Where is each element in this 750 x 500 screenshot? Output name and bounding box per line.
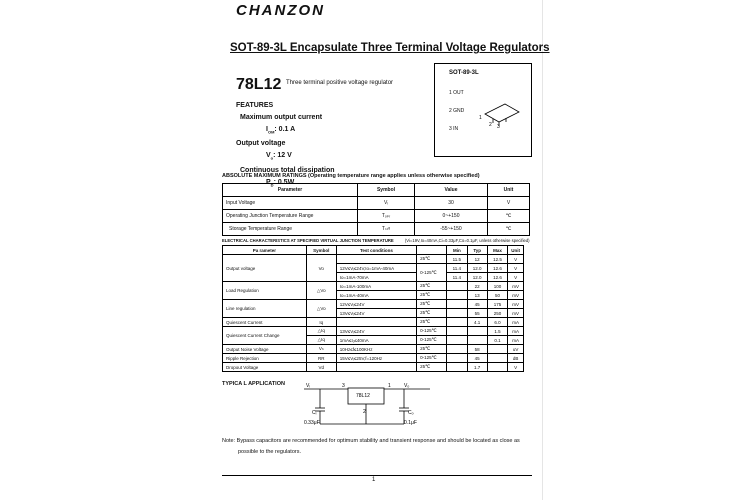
part-description: Three terminal positive voltage regulator <box>286 80 394 86</box>
table-row: 12V≤Vᵢ≤24V,Io=1mA-40mA 0-125℃ 11.4 12.0 12.6 V <box>223 264 524 273</box>
table-row: Operating Junction Temperature Range Tₒₚᵣ 0~+150 ℃ <box>223 210 530 223</box>
note-block <box>222 436 552 458</box>
table-row: Input Voltage Vᵢ 30 V <box>223 197 530 210</box>
feature-line: $V_o$: 12 V <box>266 152 292 161</box>
part-number: 78L12 <box>236 76 282 93</box>
vo-label: Vₒ <box>404 383 410 389</box>
col-header: Value <box>415 184 488 197</box>
features-heading: FEATURES <box>236 102 274 109</box>
feature-line: $I_{OM}$: 0.1 A <box>266 126 296 135</box>
table-row: Quiescent Current Iq 25℃ 4.1 6.0 mA <box>223 318 524 327</box>
pin-label: 1 OUT <box>449 90 464 96</box>
table-row: Io=1mA-70mA 11.4 12.0 12.6 V <box>223 273 524 282</box>
abs-max-heading: ABSOLUTE MAXIMUM RATINGS (Operating temperature range applies unless otherwise specified) <box>222 173 480 179</box>
table-row: Storage Temperature Range Tₛₜᵍ -55~+150 ℃ <box>223 223 530 236</box>
col-header: Parameter <box>223 184 358 197</box>
pin-label: 3 IN <box>449 126 459 132</box>
page-number: 1 <box>372 477 376 483</box>
feature-line: Maximum output current <box>240 114 323 121</box>
table-row: △Iq 1mA≤Iₒ≤40mA 0-125℃ 0.1 mA <box>223 336 524 345</box>
co-value: 0.1μF <box>404 420 417 426</box>
elec-heading: ELECTRICAL CHARACTERISTICS AT SPECIFIED VIRTUAL JUNCTION TEMPERATURE <box>222 238 394 243</box>
pin-number: 1 <box>479 115 482 121</box>
application-heading: TYPICA L APPLICATION <box>222 381 285 387</box>
table-row: Load Regulation △Vo Io=1mA-100mA 25℃ 22 100 mV <box>223 282 524 291</box>
ic-pin2-label: 2 <box>363 409 366 415</box>
ic-pin3-label: 3 <box>342 383 345 389</box>
document-title: SOT-89-3L Encapsulate Three Terminal Voltage Regulators <box>230 42 550 54</box>
elec-heading-conditions: (Vi=19V,Io=40mA,Ci=0.33μF,Co=0.1μF, unless otherwise specified) <box>404 238 530 243</box>
table-row: Output Noise Voltage Vₙ 10Hz≤f≤100KHz 25℃ 58 uV <box>223 345 524 354</box>
abs-max-table <box>222 183 530 236</box>
table-row: Ripple Rejection RR 15V≤Vᵢ≤25V,f=120Hz 0-125℃ 45 dB <box>223 354 524 363</box>
col-header: Unit <box>488 184 530 197</box>
col-header: Symbol <box>358 184 415 197</box>
pin-number: 3 <box>497 124 500 128</box>
footer-rule <box>222 475 532 476</box>
feature-line: $P_D$: 0.5W <box>266 178 295 188</box>
sot89-package-drawing <box>479 100 523 128</box>
feature-line: Continuous total dissipation <box>240 166 335 174</box>
pin-label: 2 GND <box>449 108 465 114</box>
brand-logo: CHANZON <box>236 2 325 19</box>
table-row: Dropout Voltage Vd 25℃ 1.7 V <box>223 363 524 372</box>
table-row: Quiescent Current Change △Iq 13V≤Vᵢ≤24V 0-125℃ 1.5 mA <box>223 327 524 336</box>
elec-heading-line <box>222 238 530 243</box>
co-label: Cₒ <box>408 410 414 416</box>
table-row: 13V≤Vᵢ≤24V 25℃ 55 250 mV <box>223 309 524 318</box>
note-line: Note: Bypass capacitors are recommended for optimum stability and transient response and should be located as close as <box>222 438 520 444</box>
ci-label: Cᵢ <box>312 410 317 416</box>
pin-number: 2 <box>489 122 492 128</box>
table-row: Io=1mA-40mA 25℃ 13 50 mV <box>223 291 524 300</box>
electrical-table: Pa rameter Symbol Test conditions Min Typ Max Unit Output voltage Vo 25℃ 11.5 12 12.5 V 12V≤Vᵢ≤24V,Io=1mA-40mA 0-125℃ 11.4 12.0 12.6 V Io=1mA-70mA 11.4 12.0 12.6 V Load Regulation △Vo Io=1mA-100mA 25℃ 22 100 mV Io=1mA-40mA 25℃ 13 50 mV Line regulation △Vo 12V≤Vᵢ≤24V 25℃ 45 175 mV 13V≤Vᵢ≤24V 25℃ 55 250 mV Quiescent Current Iq 25℃ 4.1 6.0 mA Quiescent Current Change △Iq 13V≤Vᵢ≤24V 0-125℃ 1.5 mA △Iq 1mA≤Iₒ≤40mA 0-125℃ 0.1 mA Output Noise Voltage Vₙ 10Hz≤f≤100KHz 25℃ 58 uV Ripple Rejection RR 15V≤Vᵢ≤25V,f=120Hz 0-125℃ 45 dB Dropout Voltage Vd 25℃ 1.7 V <box>222 245 524 372</box>
page-edge-line <box>542 0 543 500</box>
application-circuit-diagram <box>300 380 440 428</box>
ci-value: 0.33μF <box>304 420 320 426</box>
feature-line: Output voltage <box>236 140 286 148</box>
vi-label: Vᵢ <box>306 383 311 389</box>
package-box <box>434 63 532 157</box>
ic-pin1-label: 1 <box>388 383 391 389</box>
note-line: possible to the regulators. <box>238 449 301 455</box>
table-row: Line regulation △Vo 12V≤Vᵢ≤24V 25℃ 45 175 mV <box>223 300 524 309</box>
package-title: SOT-89-3L <box>449 70 479 76</box>
table-row: Output voltage Vo 25℃ 11.5 12 12.5 V <box>223 255 524 264</box>
ic-label: 78L12 <box>356 393 370 399</box>
